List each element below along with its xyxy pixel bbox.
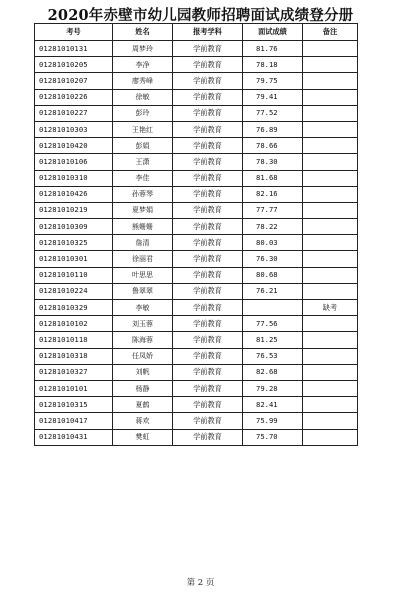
cell-subject: 学前教育 xyxy=(173,219,243,235)
cell-exam-id: 01281010219 xyxy=(35,202,113,218)
cell-remark: 缺考 xyxy=(303,300,358,316)
cell-subject: 学前教育 xyxy=(173,121,243,137)
table-row xyxy=(35,235,358,251)
score-table xyxy=(34,23,358,446)
cell-name: 王潇 xyxy=(113,154,173,170)
cell-exam-id: 01281010325 xyxy=(35,235,113,251)
cell-exam-id: 01281010431 xyxy=(35,429,113,445)
cell-score: 75.99 xyxy=(243,413,303,429)
table-row xyxy=(35,57,358,73)
table-row xyxy=(35,202,358,218)
table-row xyxy=(35,89,358,105)
cell-exam-id: 01281010106 xyxy=(35,154,113,170)
cell-score: 80.68 xyxy=(243,267,303,283)
cell-score: 79.75 xyxy=(243,73,303,89)
cell-score: 78.30 xyxy=(243,154,303,170)
table-row xyxy=(35,348,358,364)
table-row xyxy=(35,300,358,316)
table-row xyxy=(35,138,358,154)
table-row xyxy=(35,397,358,413)
cell-exam-id: 01281010420 xyxy=(35,138,113,154)
cell-name: 李佳 xyxy=(113,170,173,186)
cell-score: 77.56 xyxy=(243,316,303,332)
cell-exam-id: 01281010207 xyxy=(35,73,113,89)
table-row xyxy=(35,267,358,283)
table-row xyxy=(35,429,358,445)
cell-name: 王艳红 xyxy=(113,121,173,137)
cell-score: 76.30 xyxy=(243,251,303,267)
cell-name: 夏梦娟 xyxy=(113,202,173,218)
cell-remark xyxy=(303,41,358,57)
cell-exam-id: 01281010224 xyxy=(35,283,113,299)
cell-name: 刘玉蓉 xyxy=(113,316,173,332)
cell-remark xyxy=(303,202,358,218)
cell-subject: 学前教育 xyxy=(173,89,243,105)
cell-exam-id: 01281010102 xyxy=(35,316,113,332)
cell-subject: 学前教育 xyxy=(173,235,243,251)
cell-remark xyxy=(303,186,358,202)
cell-subject: 学前教育 xyxy=(173,202,243,218)
table-row xyxy=(35,316,358,332)
header-remark: 备注 xyxy=(303,24,358,41)
cell-exam-id: 01281010131 xyxy=(35,41,113,57)
cell-subject: 学前教育 xyxy=(173,348,243,364)
cell-score: 76.21 xyxy=(243,283,303,299)
table-row xyxy=(35,41,358,57)
cell-name: 樊虹 xyxy=(113,429,173,445)
cell-remark xyxy=(303,154,358,170)
cell-name: 杨静 xyxy=(113,380,173,396)
table-row xyxy=(35,251,358,267)
cell-remark xyxy=(303,348,358,364)
cell-name: 周梦玲 xyxy=(113,41,173,57)
table-row xyxy=(35,380,358,396)
cell-exam-id: 01281010101 xyxy=(35,380,113,396)
cell-score: 82.68 xyxy=(243,364,303,380)
cell-exam-id: 01281010329 xyxy=(35,300,113,316)
cell-remark xyxy=(303,332,358,348)
cell-exam-id: 01281010110 xyxy=(35,267,113,283)
cell-subject: 学前教育 xyxy=(173,364,243,380)
cell-score: 75.70 xyxy=(243,429,303,445)
cell-remark xyxy=(303,267,358,283)
cell-exam-id: 01281010310 xyxy=(35,170,113,186)
cell-name: 熊姗姗 xyxy=(113,219,173,235)
cell-remark xyxy=(303,429,358,445)
cell-subject: 学前教育 xyxy=(173,57,243,73)
cell-remark xyxy=(303,235,358,251)
table-row xyxy=(35,170,358,186)
cell-subject: 学前教育 xyxy=(173,138,243,154)
cell-subject: 学前教育 xyxy=(173,251,243,267)
table-row xyxy=(35,73,358,89)
cell-subject: 学前教育 xyxy=(173,170,243,186)
table-body xyxy=(35,41,358,446)
cell-subject: 学前教育 xyxy=(173,154,243,170)
cell-remark xyxy=(303,170,358,186)
header-name: 姓名 xyxy=(113,24,173,41)
cell-score: 77.77 xyxy=(243,202,303,218)
table-row xyxy=(35,121,358,137)
cell-exam-id: 01281010327 xyxy=(35,364,113,380)
cell-name: 陈海蓉 xyxy=(113,332,173,348)
cell-score: 81.76 xyxy=(243,41,303,57)
cell-exam-id: 01281010303 xyxy=(35,121,113,137)
cell-score: 79.28 xyxy=(243,380,303,396)
cell-name: 李净 xyxy=(113,57,173,73)
cell-exam-id: 01281010309 xyxy=(35,219,113,235)
document-title: 2020年赤壁市幼儿园教师招聘面试成绩登分册 xyxy=(47,7,354,24)
cell-exam-id: 01281010227 xyxy=(35,105,113,121)
table-row xyxy=(35,364,358,380)
cell-subject: 学前教育 xyxy=(173,332,243,348)
cell-score: 81.25 xyxy=(243,332,303,348)
cell-name: 彭娟 xyxy=(113,138,173,154)
cell-name: 刘帆 xyxy=(113,364,173,380)
cell-subject: 学前教育 xyxy=(173,316,243,332)
table-row xyxy=(35,283,358,299)
cell-exam-id: 01281010417 xyxy=(35,413,113,429)
cell-remark xyxy=(303,138,358,154)
cell-remark xyxy=(303,364,358,380)
page-number: 第 2 页 xyxy=(186,578,215,588)
cell-exam-id: 01281010301 xyxy=(35,251,113,267)
cell-remark xyxy=(303,251,358,267)
cell-remark xyxy=(303,397,358,413)
cell-subject: 学前教育 xyxy=(173,300,243,316)
cell-exam-id: 01281010118 xyxy=(35,332,113,348)
cell-score: 81.68 xyxy=(243,170,303,186)
cell-score: 77.52 xyxy=(243,105,303,121)
cell-remark xyxy=(303,105,358,121)
cell-name: 任凤娇 xyxy=(113,348,173,364)
cell-score: 78.18 xyxy=(243,57,303,73)
cell-remark xyxy=(303,121,358,137)
cell-subject: 学前教育 xyxy=(173,397,243,413)
table-row xyxy=(35,332,358,348)
header-score: 面试成绩 xyxy=(243,24,303,41)
cell-score: 76.89 xyxy=(243,121,303,137)
table-row xyxy=(35,154,358,170)
cell-subject: 学前教育 xyxy=(173,41,243,57)
cell-score: 82.41 xyxy=(243,397,303,413)
cell-remark xyxy=(303,73,358,89)
cell-name: 叶思思 xyxy=(113,267,173,283)
table-row xyxy=(35,186,358,202)
cell-name: 詹清 xyxy=(113,235,173,251)
cell-score xyxy=(243,300,303,316)
cell-remark xyxy=(303,57,358,73)
cell-exam-id: 01281010426 xyxy=(35,186,113,202)
cell-exam-id: 01281010318 xyxy=(35,348,113,364)
header-exam-id: 考号 xyxy=(35,24,113,41)
cell-name: 徐敏 xyxy=(113,89,173,105)
cell-remark xyxy=(303,89,358,105)
cell-subject: 学前教育 xyxy=(173,73,243,89)
cell-name: 徐丽君 xyxy=(113,251,173,267)
cell-remark xyxy=(303,316,358,332)
cell-name: 廖秀峰 xyxy=(113,73,173,89)
cell-subject: 学前教育 xyxy=(173,429,243,445)
cell-score: 78.22 xyxy=(243,219,303,235)
cell-name: 彭玲 xyxy=(113,105,173,121)
table-row xyxy=(35,219,358,235)
cell-name: 夏鹤 xyxy=(113,397,173,413)
cell-name: 蒋欢 xyxy=(113,413,173,429)
cell-score: 82.16 xyxy=(243,186,303,202)
cell-subject: 学前教育 xyxy=(173,380,243,396)
cell-subject: 学前教育 xyxy=(173,105,243,121)
cell-remark xyxy=(303,219,358,235)
table-row xyxy=(35,105,358,121)
cell-remark xyxy=(303,283,358,299)
cell-exam-id: 01281010226 xyxy=(35,89,113,105)
cell-exam-id: 01281010205 xyxy=(35,57,113,73)
cell-score: 78.66 xyxy=(243,138,303,154)
cell-exam-id: 01281010315 xyxy=(35,397,113,413)
table-row xyxy=(35,413,358,429)
cell-score: 76.53 xyxy=(243,348,303,364)
cell-subject: 学前教育 xyxy=(173,413,243,429)
cell-subject: 学前教育 xyxy=(173,283,243,299)
cell-name: 孙蓉琴 xyxy=(113,186,173,202)
cell-score: 80.03 xyxy=(243,235,303,251)
cell-subject: 学前教育 xyxy=(173,267,243,283)
cell-remark xyxy=(303,413,358,429)
cell-subject: 学前教育 xyxy=(173,186,243,202)
cell-remark xyxy=(303,380,358,396)
cell-name: 李敏 xyxy=(113,300,173,316)
cell-score: 79.41 xyxy=(243,89,303,105)
header-subject: 报考学科 xyxy=(173,24,243,41)
cell-name: 鲁翠翠 xyxy=(113,283,173,299)
table-header-row xyxy=(35,24,358,41)
